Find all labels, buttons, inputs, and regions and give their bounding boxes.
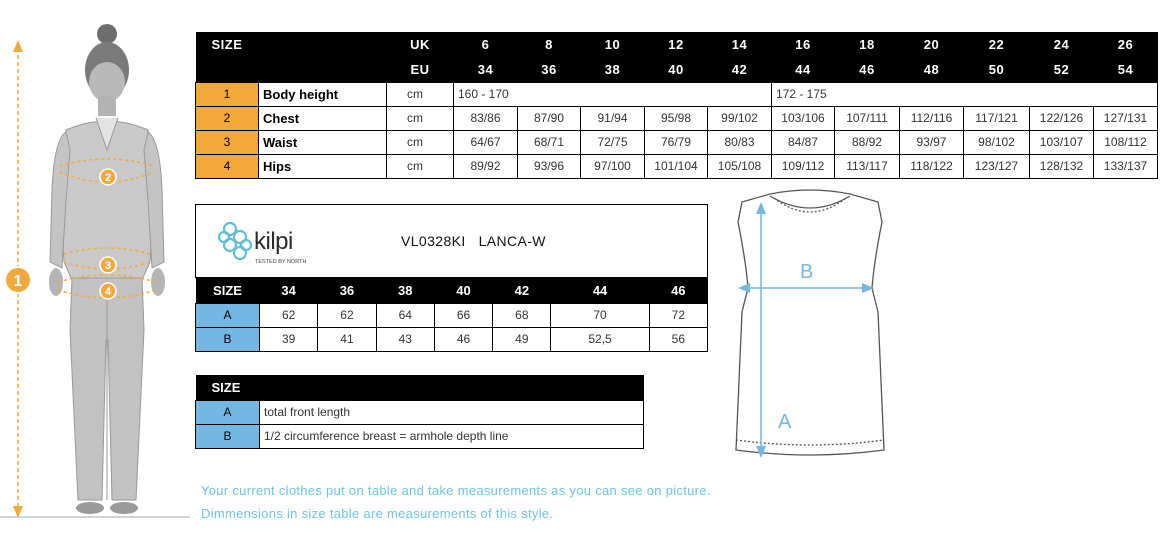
table-cell: 56 (649, 327, 707, 351)
eu-header-row (196, 57, 1158, 82)
uk-size: 16 (772, 32, 835, 57)
badge-4-label: 4 (104, 286, 112, 298)
size-header-label: SIZE (196, 278, 260, 303)
style-size-header (196, 278, 708, 303)
uk-size: 12 (645, 32, 708, 57)
eu-size: 50 (964, 57, 1030, 82)
uk-size: 24 (1030, 32, 1094, 57)
table-cell: 66 (434, 303, 492, 327)
knot-icon (219, 223, 251, 259)
table-cell: 93/97 (900, 130, 964, 154)
shirt-label-a: A (778, 411, 792, 433)
style-size-box (195, 204, 708, 352)
badge-height (5, 267, 31, 293)
brand-tagline: TESTED BY NORTH (255, 259, 307, 265)
legend-header (196, 375, 644, 400)
table-cell: 76/79 (645, 130, 708, 154)
eu-size: 42 (493, 278, 551, 303)
table-cell: 72/75 (581, 130, 645, 154)
table-row-hips (196, 154, 1158, 178)
eu-size: 48 (900, 57, 964, 82)
eu-size: 38 (581, 57, 645, 82)
table-cell: 118/122 (900, 154, 964, 178)
row-name: Waist (259, 130, 387, 154)
size-chart-table (195, 32, 1158, 179)
style-measurement-table (195, 278, 708, 352)
table-cell: 108/112 (1094, 130, 1158, 154)
table-cell: 87/90 (518, 106, 581, 130)
table-cell: 97/100 (581, 154, 645, 178)
brand-logo (218, 215, 318, 271)
eu-size: 42 (708, 57, 772, 82)
size-header-label: SIZE (196, 375, 644, 400)
table-cell: 46 (434, 327, 492, 351)
table-cell: 72 (649, 303, 707, 327)
row-name: Body height (259, 82, 387, 106)
table-row-chest (196, 106, 1158, 130)
table-row-body-height (196, 82, 1158, 106)
brand-row (195, 204, 708, 278)
eu-size: 36 (518, 57, 581, 82)
height-range-small: 160 - 170 (454, 82, 772, 106)
row-number: 2 (196, 106, 259, 130)
eu-label: EU (387, 57, 454, 82)
table-cell: 95/98 (645, 106, 708, 130)
shirt-label-b: B (800, 261, 814, 283)
table-cell: 62 (318, 303, 376, 327)
table-cell: 109/112 (772, 154, 835, 178)
row-name: Hips (259, 154, 387, 178)
uk-size: 26 (1094, 32, 1158, 57)
row-name: Chest (259, 106, 387, 130)
table-cell: 84/87 (772, 130, 835, 154)
height-range-large: 172 - 175 (772, 82, 1158, 106)
badge-2-label: 2 (104, 172, 112, 184)
table-cell: 107/111 (835, 106, 900, 130)
table-cell: 68/71 (518, 130, 581, 154)
uk-size: 10 (581, 32, 645, 57)
row-number: 1 (196, 82, 259, 106)
table-row-a (196, 303, 708, 327)
eu-size: 54 (1094, 57, 1158, 82)
table-cell: 52,5 (551, 327, 649, 351)
eu-size: 38 (376, 278, 434, 303)
table-cell: 64/67 (454, 130, 518, 154)
tank-top-outline (736, 190, 884, 455)
table-cell: 105/108 (708, 154, 772, 178)
eu-size: 34 (260, 278, 318, 303)
legend-text: 1/2 circumference breast = armhole depth line (260, 424, 644, 448)
eu-size: 40 (645, 57, 708, 82)
uk-size: 22 (964, 32, 1030, 57)
eu-size: 44 (772, 57, 835, 82)
tank-top-diagram (720, 188, 900, 468)
table-cell: 39 (260, 327, 318, 351)
table-cell: 83/86 (454, 106, 518, 130)
legend-row-b (196, 424, 644, 448)
eu-size: 44 (551, 278, 649, 303)
uk-header-row (196, 32, 1158, 57)
uk-size: 8 (518, 32, 581, 57)
eu-size: 52 (1030, 57, 1094, 82)
table-cell: 91/94 (581, 106, 645, 130)
table-cell: 128/132 (1030, 154, 1094, 178)
table-cell: 64 (376, 303, 434, 327)
table-cell: 117/121 (964, 106, 1030, 130)
legend-row-a (196, 400, 644, 424)
table-cell: 70 (551, 303, 649, 327)
uk-size: 6 (454, 32, 518, 57)
eu-size: 40 (434, 278, 492, 303)
badge-hips (100, 283, 116, 299)
eu-size: 34 (454, 57, 518, 82)
table-cell: 89/92 (454, 154, 518, 178)
table-cell: 113/117 (835, 154, 900, 178)
badge-3-label: 3 (104, 260, 112, 272)
table-cell: 88/92 (835, 130, 900, 154)
table-cell: 123/127 (964, 154, 1030, 178)
table-cell: 93/96 (518, 154, 581, 178)
instruction-line: Dimmensions in size table are measurements of this style. (201, 506, 554, 521)
table-cell: 41 (318, 327, 376, 351)
row-unit: cm (387, 154, 454, 178)
table-row-b (196, 327, 708, 351)
table-cell: 99/102 (708, 106, 772, 130)
table-cell: 103/106 (772, 106, 835, 130)
instruction-line: Your current clothes put on table and take measurements as you can see on picture. (201, 483, 711, 498)
row-number: 3 (196, 130, 259, 154)
style-code: VL0328KI LANCA-W (401, 233, 546, 249)
row-unit: cm (387, 106, 454, 130)
uk-size: 18 (835, 32, 900, 57)
eu-size: 36 (318, 278, 376, 303)
uk-size: 14 (708, 32, 772, 57)
body-measurement-figure (0, 0, 190, 540)
row-unit: cm (387, 82, 454, 106)
brand-name: kilpi (254, 228, 293, 255)
badge-chest (100, 169, 116, 185)
legend-label: A (196, 400, 260, 424)
table-cell: 133/137 (1094, 154, 1158, 178)
table-cell: 98/102 (964, 130, 1030, 154)
row-label: A (196, 303, 260, 327)
table-cell: 49 (493, 327, 551, 351)
eu-size: 46 (835, 57, 900, 82)
row-unit: cm (387, 130, 454, 154)
table-cell: 122/126 (1030, 106, 1094, 130)
table-cell: 101/104 (645, 154, 708, 178)
row-label: B (196, 327, 260, 351)
badge-1-label: 1 (13, 273, 23, 290)
badge-waist (100, 257, 116, 273)
table-cell: 80/83 (708, 130, 772, 154)
table-row-waist (196, 130, 1158, 154)
table-cell: 62 (260, 303, 318, 327)
table-cell: 103/107 (1030, 130, 1094, 154)
table-cell: 43 (376, 327, 434, 351)
legend-label: B (196, 424, 260, 448)
size-header-label: SIZE (196, 32, 387, 57)
measurement-legend (195, 375, 644, 449)
eu-size: 46 (649, 278, 707, 303)
table-cell: 68 (493, 303, 551, 327)
uk-label: UK (387, 32, 454, 57)
row-number: 4 (196, 154, 259, 178)
legend-text: total front length (260, 400, 644, 424)
uk-size: 20 (900, 32, 964, 57)
instructions (201, 479, 711, 525)
table-cell: 127/131 (1094, 106, 1158, 130)
table-cell: 112/116 (900, 106, 964, 130)
